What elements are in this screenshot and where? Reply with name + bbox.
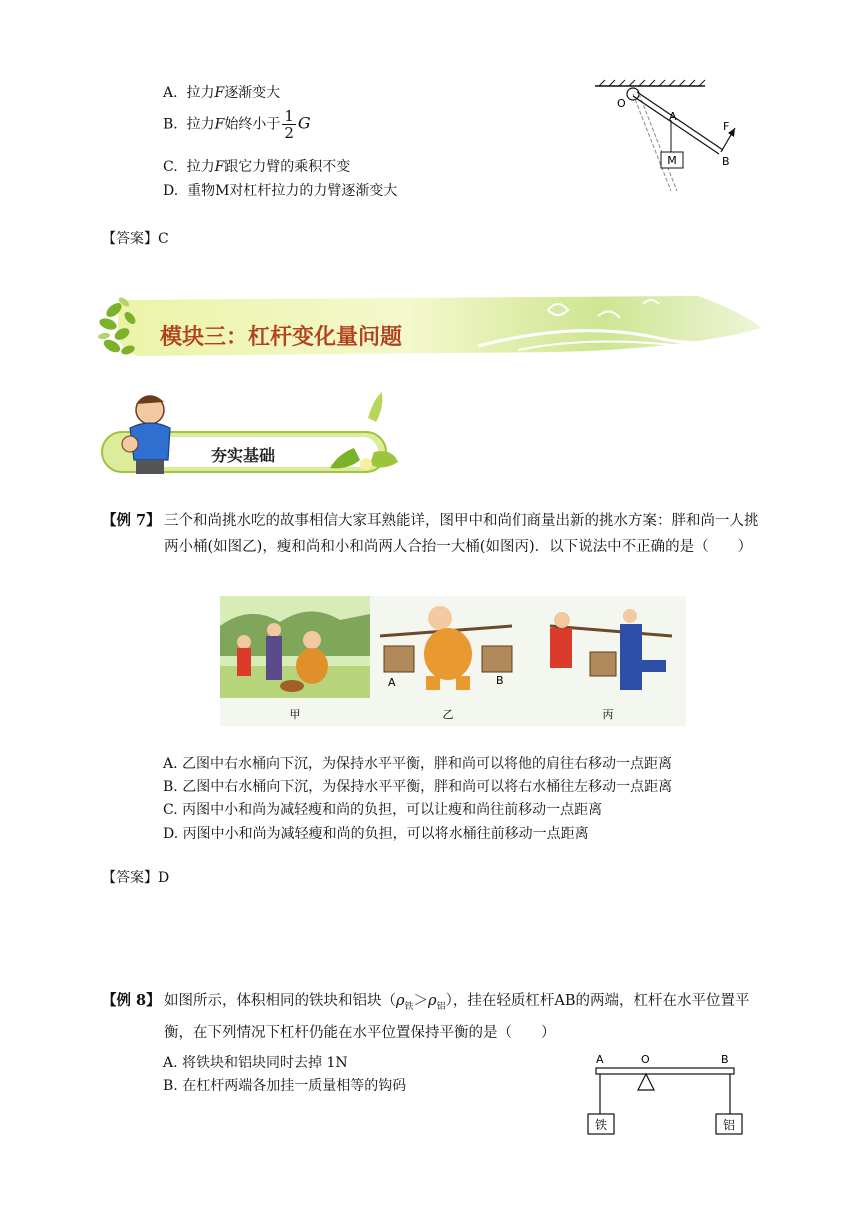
balance-lever-figure xyxy=(580,1050,750,1142)
example8-option-a: A. 将铁块和铝块同时去掉 1N xyxy=(163,1055,348,1071)
mascot-illustration xyxy=(98,388,398,480)
example8-question: 如图所示，体积相同的铁块和铝块$(\rho_铁>\rho_铝)$，挂在轻质杠杆AB的两端，杠杆在水平位置平衡，在下列情况下杠杆仍能在水平位置保持平衡的是（ ） xyxy=(164,993,750,1041)
answer-example7: 【答案】D xyxy=(102,870,170,886)
label-b: B xyxy=(722,155,730,168)
module-banner xyxy=(98,290,762,364)
label-point-a: A xyxy=(388,676,396,689)
label-point-b: B xyxy=(496,674,504,687)
example8-option-b: B. 在杠杆两端各加挂一质量相等的钩码 xyxy=(163,1078,407,1094)
label-aluminum: 铝 xyxy=(722,1118,736,1132)
label-o: O xyxy=(641,1053,650,1066)
example7-question: 三个和尚挑水吃的故事相信大家耳熟能详，图甲中和尚们商量出新的挑水方案：胖和尚一人挑两小桶(如图乙)，瘦和尚和小和尚两人合抬一大桶(如图丙)．以下说法中不正确的是（ ） xyxy=(164,513,759,555)
label-m: M xyxy=(667,154,677,167)
caption-yi: 乙 xyxy=(442,708,454,721)
label-a: A xyxy=(669,110,677,123)
example7-label: 【例 7】 xyxy=(102,512,161,529)
option-c: C. 拉力F跟它力臂的乘积不变 xyxy=(163,159,351,175)
option-d: D. 重物M对杠杆拉力的力臂逐渐变大 xyxy=(163,183,398,199)
example7-option-c: C. 丙图中小和尚为减轻瘦和尚的负担，可以让瘦和尚往前移动一点距离 xyxy=(163,802,603,818)
example7-option-d: D. 丙图中小和尚为减轻瘦和尚的负担，可以将水桶往前移动一点距离 xyxy=(163,826,589,842)
example7-option-a: A. 乙图中右水桶向下沉，为保持水平平衡，胖和尚可以将他的肩往右移动一点距离 xyxy=(163,756,673,772)
label-o: O xyxy=(617,97,626,110)
answer-prev: 【答案】C xyxy=(102,231,169,247)
subtitle-label: 夯实基础 xyxy=(211,446,276,465)
label-iron: 铁 xyxy=(594,1118,608,1132)
example7-option-b: B. 乙图中右水桶向下沉，为保持水平平衡，胖和尚可以将右水桶往左移动一点距离 xyxy=(163,779,673,795)
caption-bing: 丙 xyxy=(602,708,614,721)
label-a: A xyxy=(596,1053,604,1066)
module-title: 模块三：杠杆变化量问题 xyxy=(160,325,403,350)
example8-label: 【例 8】 xyxy=(102,992,161,1009)
label-f: F xyxy=(723,120,730,133)
monks-illustration xyxy=(220,596,686,726)
lever-pulley-figure xyxy=(585,78,745,198)
caption-jia: 甲 xyxy=(289,708,301,721)
option-b: B. 拉力F始终小于 $\frac{1}{2}$ G xyxy=(163,107,311,142)
option-a: A. 拉力F逐渐变大 xyxy=(163,85,281,101)
label-b: B xyxy=(721,1053,729,1066)
subtitle-badge xyxy=(98,388,398,480)
fraction-one-half: $\frac{1}{2}$ xyxy=(284,107,294,142)
